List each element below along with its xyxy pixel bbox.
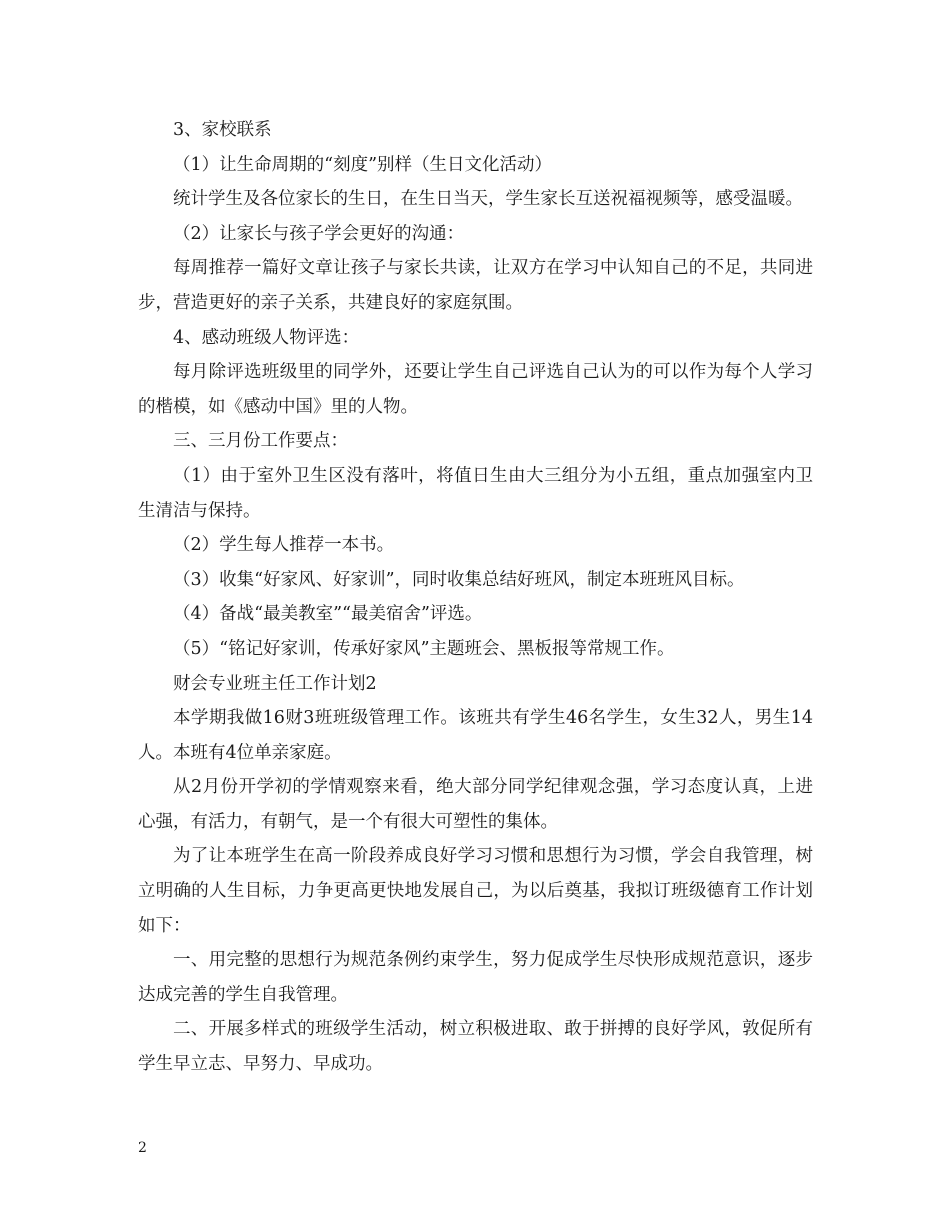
subsection-heading: （1）让生命周期的“刻度”别样（生日文化活动） (173, 154, 553, 175)
section-heading: 3、家校联系 (173, 120, 272, 140)
body-paragraph: 一、用完整的思想行为规范条例约束学生，努力促成学生尽快形成规范意识，逐步达成完善的学生自我管理。 (138, 950, 813, 1005)
subsection-heading: （2）让家长与孩子学会更好的沟通： (173, 223, 465, 244)
list-item: （2）学生每人推荐一本书。 (173, 535, 395, 556)
list-item: （3）收集“好家风、好家训”，同时收集总结好班风，制定本班班风目标。 (173, 569, 745, 590)
section-heading: 4、感动班级人物评选： (173, 327, 360, 348)
section-heading: 三、三月份工作要点： (173, 431, 348, 452)
body-paragraph: 为了让本班学生在高一阶段养成良好学习习惯和思想行为习惯，学会自我管理，树立明确的人生目标，力争更高更快地发展自己，为以后奠基，我拟订班级德育工作计划如下： (138, 846, 813, 936)
body-paragraph: 统计学生及各位家长的生日，在生日当天，学生家长互送祝福视频等，感受温暖。 (173, 189, 803, 210)
body-paragraph: 从2月份开学初的学情观察来看，绝大部分同学纪律观念强，学习态度认真，上进心强，有活力，有朝气，是一个有很大可塑性的集体。 (138, 777, 813, 832)
document-title: 财会专业班主任工作计划2 (173, 673, 377, 694)
list-item: （1）由于室外卫生区没有落叶，将值日生由大三组分为小五组，重点加强室内卫生清洁与保持。 (138, 465, 813, 521)
document-body (138, 113, 813, 1082)
body-paragraph: 二、开展多样式的班级学生活动，树立积极进取、敢于拼搏的良好学风，敦促所有学生早立志、早努力、早成功。 (138, 1019, 813, 1075)
list-item: （4）备战“最美教室”“最美宿舍”评选。 (173, 604, 483, 625)
page-number: 2 (138, 1140, 147, 1156)
body-paragraph: 每月除评选班级里的同学外，还要让学生自己评选自己认为的可以作为每个人学习的楷模，如《感动中国》里的人物。 (138, 362, 813, 417)
list-item: （5）“铭记好家训，传承好家风”主题班会、黑板报等常规工作。 (173, 638, 675, 659)
body-paragraph: 本学期我做16财3班班级管理工作。该班共有学生46名学生，女生32人，男生14人。本班有4位单亲家庭。 (138, 708, 813, 763)
body-paragraph: 每周推荐一篇好文章让孩子与家长共读，让双方在学习中认知自己的不足，共同进步，营造更好的亲子关系，共建良好的家庭氛围。 (138, 258, 813, 313)
